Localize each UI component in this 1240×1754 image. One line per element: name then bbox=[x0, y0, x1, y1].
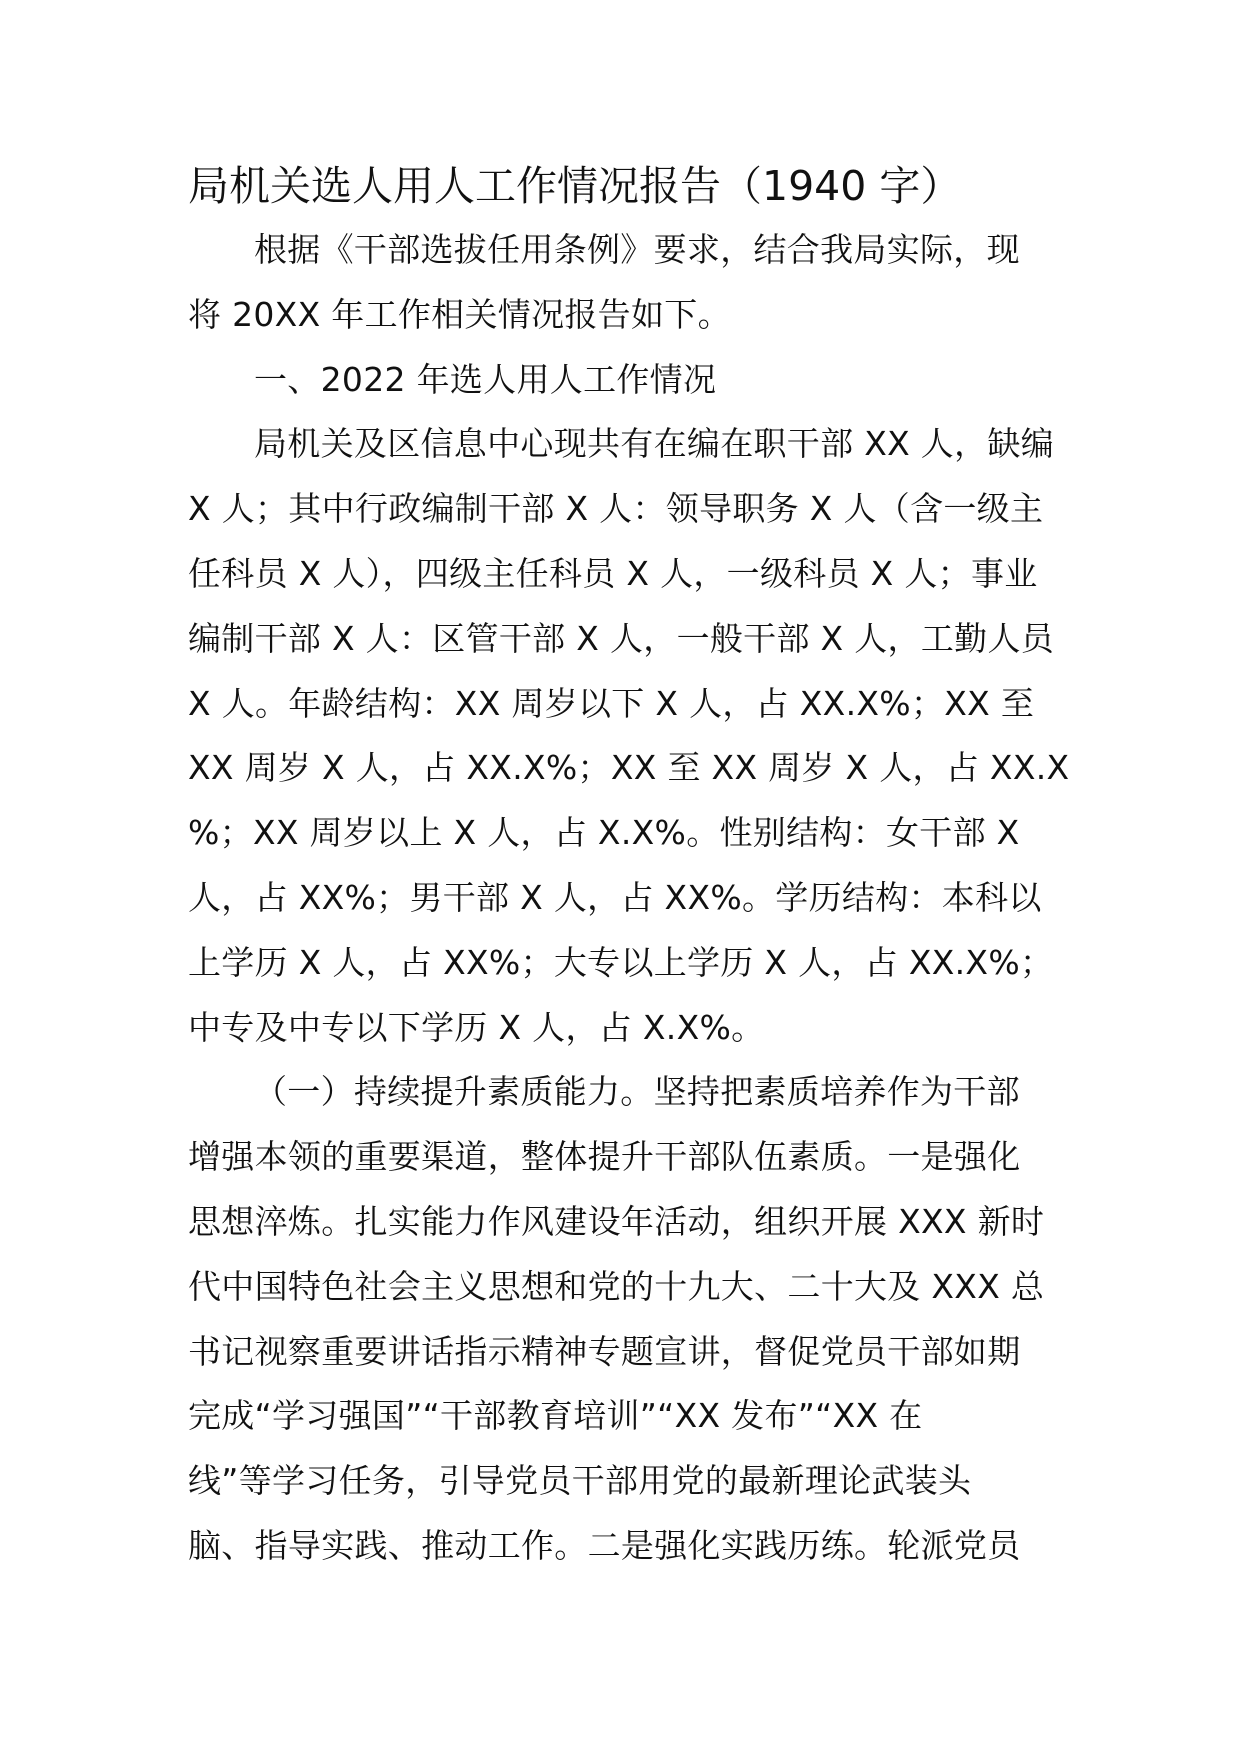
text-line: 代中国特色社会主义思想和党的十九大、二十大及 XXX 总 bbox=[188, 1266, 1045, 1306]
paragraph-staff-structure bbox=[188, 412, 1070, 1060]
text-line: 中专及中专以下学历 X 人，占 X.X%。 bbox=[188, 1007, 765, 1047]
text-line: 上学历 X 人，占 XX%；大专以上学历 X 人，占 XX.X%； bbox=[188, 942, 1054, 982]
text-line: X 人；其中行政编制干部 X 人：领导职务 X 人（含一级主 bbox=[188, 489, 1044, 529]
document-title: 局机关选人用人工作情况报告（1940 字） bbox=[188, 162, 962, 210]
text-line: %；XX 周岁以上 X 人，占 X.X%。性别结构：女干部 X bbox=[188, 813, 1020, 853]
text-line: 编制干部 X 人：区管干部 X 人，一般干部 X 人，工勤人员 bbox=[188, 618, 1055, 658]
text-line: 完成“学习强国”“干部教育培训”“XX 发布”“XX 在 bbox=[188, 1396, 923, 1436]
text-line: 任科员 X 人），四级主任科员 X 人，一级科员 X 人；事业 bbox=[188, 553, 1038, 593]
paragraph-intro bbox=[188, 218, 1053, 348]
paragraph-quality-ability bbox=[188, 1060, 1053, 1578]
text-line: XX 周岁 X 人，占 XX.X%；XX 至 XX 周岁 X 人，占 XX.X bbox=[188, 748, 1070, 788]
text-line: 增强本领的重要渠道，整体提升干部队伍素质。一是强化 bbox=[188, 1137, 1021, 1177]
text-line: 书记视察重要讲话指示精神专题宣讲，督促党员干部如期 bbox=[188, 1331, 1021, 1371]
text-line: 线”等学习任务，引导党员干部用党的最新理论武装头 bbox=[188, 1461, 972, 1501]
text-line: X 人。年龄结构：XX 周岁以下 X 人，占 XX.X%；XX 至 bbox=[188, 683, 1035, 723]
text-line: 局机关及区信息中心现共有在编在职干部 XX 人，缺编 bbox=[254, 424, 1054, 464]
text-line: 将 20XX 年工作相关情况报告如下。 bbox=[188, 294, 731, 334]
text-line: 思想淬炼。扎实能力作风建设年活动，组织开展 XXX 新时 bbox=[188, 1201, 1045, 1241]
text-line: 脑、指导实践、推动工作。二是强化实践历练。轮派党员 bbox=[188, 1525, 1021, 1565]
text-line: 一、2022 年选人用人工作情况 bbox=[254, 359, 717, 399]
document-page bbox=[188, 160, 1070, 1579]
text-line: 根据《干部选拔任用条例》要求，结合我局实际，现 bbox=[254, 230, 1020, 269]
text-line: 人，占 XX%；男干部 X 人，占 XX%。学历结构：本科以 bbox=[188, 877, 1042, 917]
text-line: （一）持续提升素质能力。坚持把素质培养作为干部 bbox=[254, 1072, 1020, 1112]
section-heading bbox=[188, 348, 1053, 413]
